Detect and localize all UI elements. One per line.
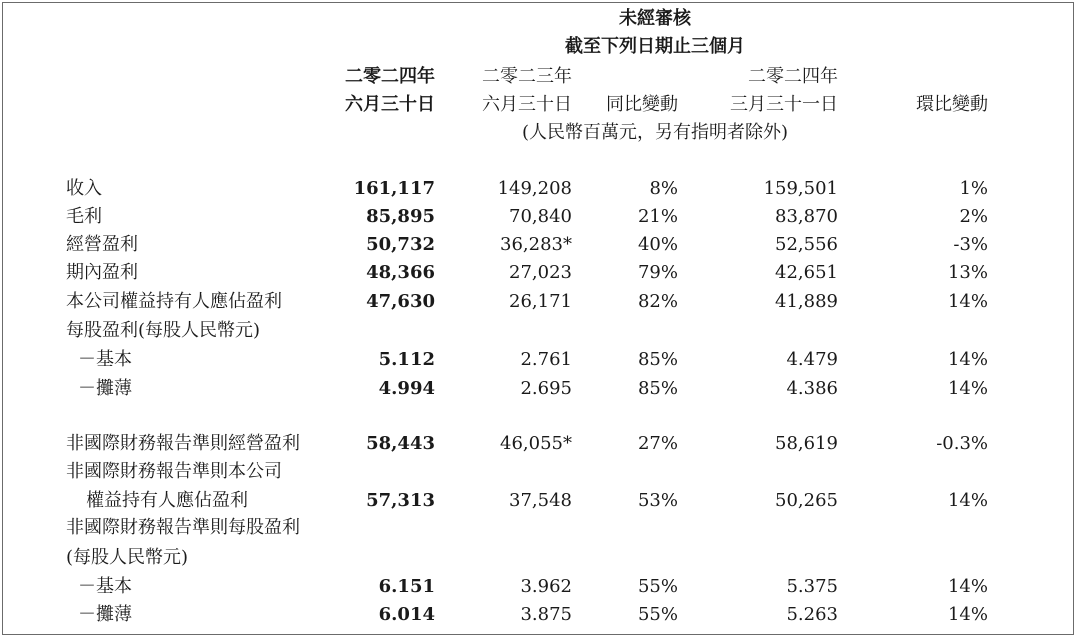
unit-note: (人民幣百萬元，另有指明者除外) <box>521 122 789 143</box>
row-value: 85,895 <box>366 206 435 227</box>
row-value: 36,283* <box>500 234 572 255</box>
row-value: 48,366 <box>366 262 435 283</box>
row-label: 非國際財務報告準則經營盈利 <box>66 433 300 454</box>
row-value: 58,443 <box>366 433 435 454</box>
row-value: 2% <box>959 206 988 227</box>
row-value: 2.761 <box>520 349 572 370</box>
row-value: 6.151 <box>378 576 435 597</box>
row-value: 53% <box>637 490 678 511</box>
col1-header-year: 二零二四年 <box>345 66 435 87</box>
row-value: 26,171 <box>509 291 572 312</box>
row-label: －基本 <box>78 576 132 597</box>
row-value: 149,208 <box>497 178 572 199</box>
row-value: 8% <box>649 178 678 199</box>
row-value: 57,313 <box>366 490 435 511</box>
row-label: －攤薄 <box>78 378 132 399</box>
row-value: 1% <box>959 178 988 199</box>
row-value: 79% <box>637 262 678 283</box>
col4-header-year: 二零二四年 <box>748 66 838 87</box>
row-value: 42,651 <box>775 262 838 283</box>
row-value: 6.014 <box>378 604 435 625</box>
row-value: 52,556 <box>775 234 838 255</box>
col2-header-date: 六月三十日 <box>482 94 572 115</box>
row-value: 50,265 <box>775 490 838 511</box>
row-value: -3% <box>953 234 988 255</box>
row-label: 本公司權益持有人應佔盈利 <box>66 291 282 312</box>
row-label: －攤薄 <box>78 604 132 625</box>
row-value: 4.994 <box>378 378 435 399</box>
row-label: (每股人民幣元) <box>66 547 189 568</box>
row-value: 55% <box>637 604 678 625</box>
col4-header-date: 三月三十一日 <box>730 94 838 115</box>
row-label: 毛利 <box>66 206 102 227</box>
row-label: 非國際財務報告準則每股盈利 <box>66 517 300 538</box>
row-label: 期內盈利 <box>66 262 138 283</box>
row-value: 55% <box>637 576 678 597</box>
row-value: 5.375 <box>786 576 838 597</box>
row-value: 21% <box>637 206 678 227</box>
col3-header: 同比變動 <box>606 94 678 115</box>
row-value: 14% <box>947 378 988 399</box>
header-title: 未經審核 <box>619 8 691 29</box>
row-value: 13% <box>947 262 988 283</box>
row-value: 83,870 <box>775 206 838 227</box>
row-value: 14% <box>947 490 988 511</box>
row-label: 經營盈利 <box>66 234 138 255</box>
row-label: 非國際財務報告準則本公司 <box>66 461 282 482</box>
row-value: 27,023 <box>509 262 572 283</box>
row-value: 161,117 <box>353 178 435 199</box>
row-label: 收入 <box>66 178 102 199</box>
row-label: 權益持有人應佔盈利 <box>86 490 248 511</box>
row-value: 40% <box>637 234 678 255</box>
row-value: 3.962 <box>520 576 572 597</box>
row-value: 3.875 <box>520 604 572 625</box>
row-value: 5.112 <box>378 349 435 370</box>
row-value: 27% <box>637 433 678 454</box>
row-value: 159,501 <box>763 178 838 199</box>
row-value: 41,889 <box>775 291 838 312</box>
col1-header-date: 六月三十日 <box>345 94 435 115</box>
row-value: 4.386 <box>786 378 838 399</box>
header-period: 截至下列日期止三個月 <box>565 36 745 57</box>
row-value: 47,630 <box>366 291 435 312</box>
row-value: 14% <box>947 291 988 312</box>
col5-header: 環比變動 <box>916 94 988 115</box>
row-value: 14% <box>947 576 988 597</box>
row-value: 46,055* <box>500 433 572 454</box>
row-value: 85% <box>637 349 678 370</box>
row-value: 4.479 <box>786 349 838 370</box>
row-value: 14% <box>947 349 988 370</box>
row-value: 14% <box>947 604 988 625</box>
row-label: －基本 <box>78 349 132 370</box>
row-value: 2.695 <box>520 378 572 399</box>
row-value: 85% <box>637 378 678 399</box>
row-value: -0.3% <box>936 433 988 454</box>
row-value: 58,619 <box>775 433 838 454</box>
row-value: 70,840 <box>509 206 572 227</box>
col2-header-year: 二零二三年 <box>482 66 572 87</box>
row-value: 37,548 <box>509 490 572 511</box>
row-value: 5.263 <box>786 604 838 625</box>
row-label: 每股盈利(每股人民幣元) <box>66 320 261 341</box>
row-value: 82% <box>637 291 678 312</box>
row-value: 50,732 <box>366 234 435 255</box>
